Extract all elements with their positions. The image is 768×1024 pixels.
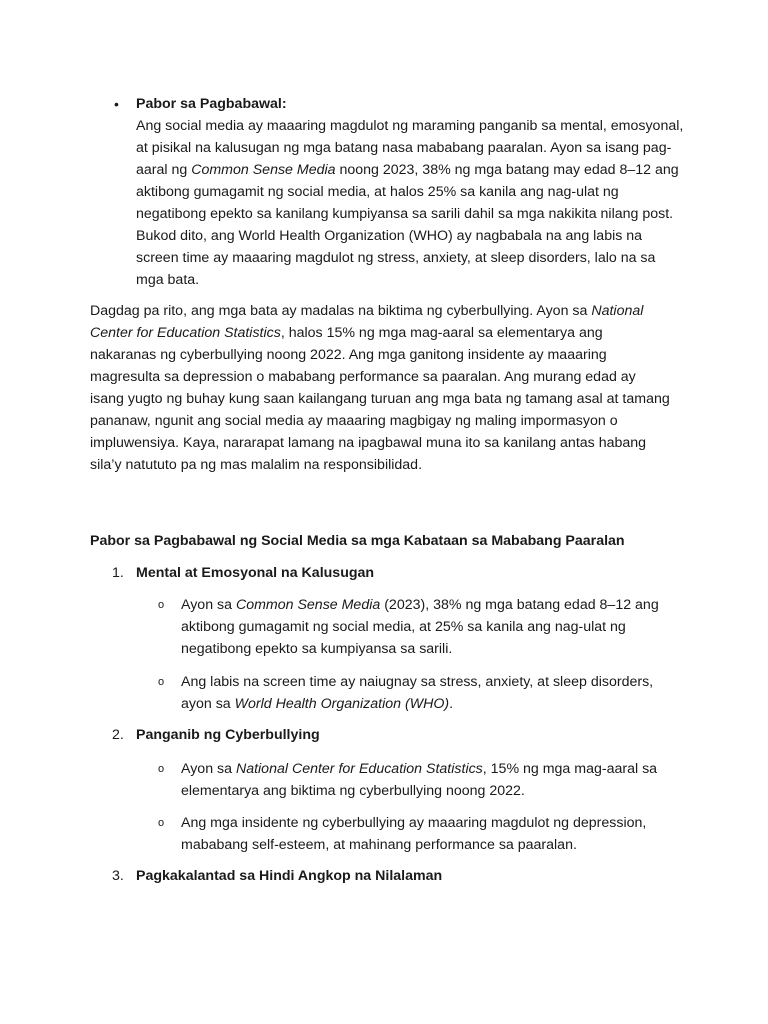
paragraph-part-2: , halos 15% ng mga mag-aaral sa elementarya ang nakaranas ng cyberbullying noong 2022. Ang mga ganitong insidente ay maaaring magresulta sa depression o mababang performance sa paaralan. Ang murang edad ay isang yugto ng buhay kung saan kailangang turuan ang mga bata ng tamang asal at tamang pananaw, ngunit ang social media ay maaaring magbigay ng maling impormasyon o impluwensiya. Kaya, nararapat lamang na ipagbawal muna ito sa kanilang antas habang sila’y natututo pa ng mas malalim na responsibilidad. [90, 325, 670, 473]
list-number: 2. [112, 727, 124, 743]
sub-text-part-1: Ayon sa [181, 761, 236, 777]
sub-item-text [181, 671, 681, 715]
sub-marker: o [158, 763, 165, 775]
sub-marker: o [158, 676, 165, 688]
sub-text-italic-source: World Health Organization (WHO) [234, 696, 450, 712]
bullet-text-part-2: noong 2023, 38% ng mga batang may edad 8–12 ang aktibong gumagamit ng social media, at halos 25% sa kanila ang nag-ulat ng negatibong epekto sa kanilang kumpiyansa sa sarili dahil sa mga nakikita nilang post. Bukod dito, ang World Health Organization (WHO) ay nagbabala na ang labis na screen time ay maaaring magdulot ng stress, anxiety, at sleep disorders, lalo na sa mga bata. [136, 162, 679, 288]
list-item-title: Panganib ng Cyberbullying [136, 727, 320, 743]
body-paragraph [90, 300, 670, 476]
sub-text-part-1: Ayon sa [181, 597, 236, 613]
paragraph-italic-source: National Center for Education Statistics [90, 303, 644, 341]
bullet-item [114, 93, 684, 291]
list-item-title: Pagkakalantad sa Hindi Angkop na Nilalaman [136, 868, 443, 884]
bullet-title: Pabor sa Pagbabawal: [136, 96, 287, 112]
paragraph-part-1: Dagdag pa rito, ang mga bata ay madalas na biktima ng cyberbullying. Ayon sa [90, 303, 592, 319]
sub-text-part-1: Ang labis na screen time ay naiugnay sa stress, anxiety, at sleep disorders, ayon sa [181, 674, 654, 712]
sub-text-italic-source: Common Sense Media [235, 597, 381, 613]
list-item-title: Mental at Emosyonal na Kalusugan [136, 565, 375, 581]
sub-text-part-2: . [449, 696, 454, 712]
section-heading: Pabor sa Pagbabawal ng Social Media sa mga Kabataan sa Mababang Paaralan [90, 533, 625, 549]
sub-text-part-2: , 15% ng mga mag-aaral sa elementarya ang biktima ng cyberbullying noong 2022. [181, 761, 658, 799]
sub-item-text [181, 812, 681, 856]
sub-marker: o [158, 817, 165, 829]
sub-item-text [181, 758, 681, 802]
list-number: 1. [112, 565, 124, 581]
sub-list-item [158, 758, 681, 802]
sub-item-text [181, 594, 681, 660]
sub-text-part-2: (2023), 38% ng mga batang edad 8–12 ang aktibong gumagamit ng social media, at 25% sa kanila ang nag-ulat ng negatibong epekto sa kumpiyansa sa sarili. [181, 597, 659, 657]
bullet-text-part-1: Ang social media ay maaaring magdulot ng maraming panganib sa mental, emosyonal, at pisikal na kalusugan ng mga batang nasa mababang paaralan. Ayon sa isang pag-aaral ng [136, 118, 684, 178]
sub-list-item [158, 812, 681, 856]
sub-marker: o [158, 599, 165, 611]
bullet-text-italic-source: Common Sense Media [191, 162, 336, 178]
sub-text-italic-source: National Center for Education Statistics [235, 761, 483, 777]
list-item-cyberbullying [112, 724, 696, 746]
list-item-inappropriate-content [112, 865, 696, 887]
bullet-marker: • [114, 96, 119, 112]
list-number: 3. [112, 868, 124, 884]
sub-list-item [158, 671, 681, 715]
bullet-text [136, 115, 684, 291]
list-item-mental-health [112, 562, 696, 584]
sub-list-item [158, 594, 681, 660]
sub-text-part-1: Ang mga insidente ng cyberbullying ay maaaring magdulot ng depression, mababang self-esteem, at mahinang performance sa paaralan. [181, 815, 647, 853]
